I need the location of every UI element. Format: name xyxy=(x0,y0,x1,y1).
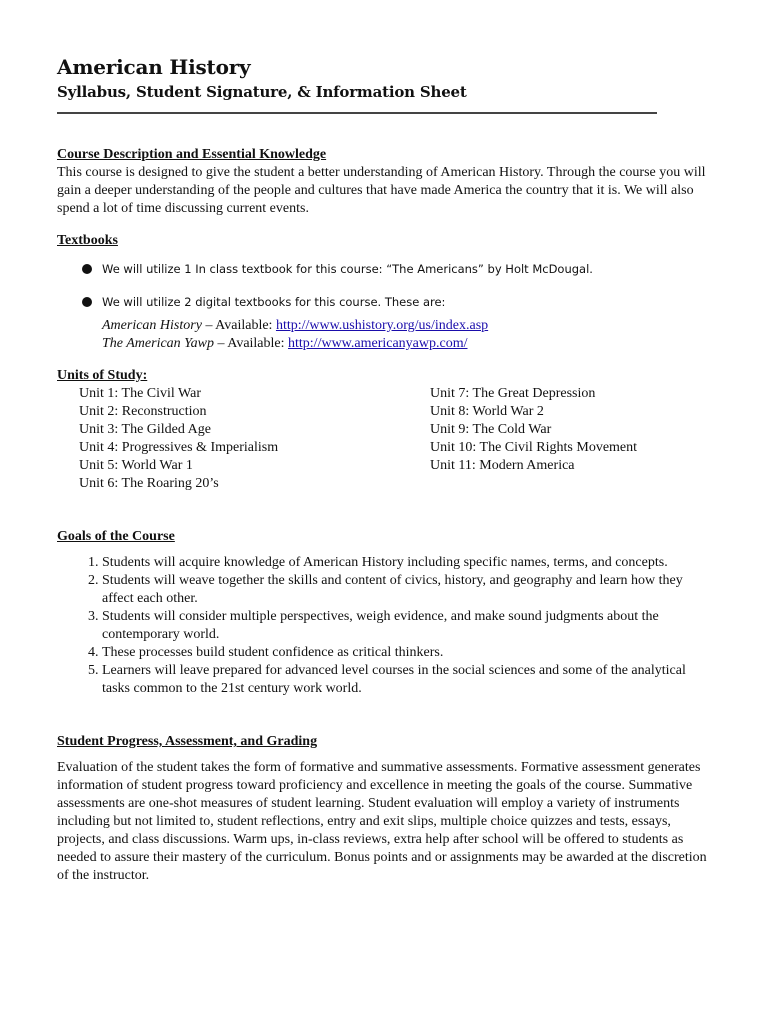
digital-textbook-item xyxy=(57,335,717,353)
goal-item: 4. These processes build student confidence as critical thinkers. xyxy=(102,644,717,662)
goal-item: 2. Students will weave together the skills and content of civics, history, and geography and learn how they affect each other. xyxy=(102,572,717,608)
textbooks-heading: Textbooks xyxy=(57,233,118,248)
textbook-bullet-text: We will utilize 1 In class textbook for this course: “The Americans” by Holt McDougal. xyxy=(102,262,593,276)
digital-textbook-title: The American Yawp xyxy=(102,336,215,351)
course-description-heading: Course Description and Essential Knowledge xyxy=(57,147,327,162)
bullet-icon xyxy=(82,297,92,307)
goal-item: 5. Learners will leave prepared for advanced level courses in the social sciences and some of the analytical tasks common to the 21st century work world. xyxy=(102,662,717,698)
goals-section xyxy=(57,528,717,698)
textbook-bullet-text: We will utilize 2 digital textbooks for this course. These are: xyxy=(102,295,446,309)
digital-textbook-separator: – Available: xyxy=(214,336,289,351)
unit-item: Unit 9: The Cold War xyxy=(430,422,552,437)
units-left-column xyxy=(57,385,430,493)
unit-item: Unit 1: The Civil War xyxy=(79,386,202,401)
unit-item: Unit 3: The Gilded Age xyxy=(79,422,211,437)
digital-textbook-title: American History xyxy=(102,318,202,333)
textbook-bullet xyxy=(57,293,717,311)
units-right-column xyxy=(430,385,637,493)
goal-item: 3. Students will consider multiple perspectives, weigh evidence, and make sound judgments about the contemporary world. xyxy=(102,608,717,644)
unit-item: Unit 8: World War 2 xyxy=(430,404,544,419)
digital-textbook-item xyxy=(57,317,717,335)
unit-item: Unit 5: World War 1 xyxy=(79,458,193,473)
unit-item: Unit 11: Modern America xyxy=(430,458,575,473)
unit-item: Unit 10: The Civil Rights Movement xyxy=(430,440,638,455)
unit-item: Unit 2: Reconstruction xyxy=(79,404,207,419)
bullet-icon xyxy=(82,264,92,274)
unit-item: Unit 6: The Roaring 20’s xyxy=(79,476,219,491)
progress-heading: Student Progress, Assessment, and Grading xyxy=(57,734,318,749)
ushistory-link[interactable]: http://www.ushistory.org/us/index.asp xyxy=(275,318,489,333)
digital-textbook-separator: – Available: xyxy=(201,318,276,333)
page-title: American History xyxy=(57,55,251,79)
goals-heading: Goals of the Course xyxy=(57,529,175,544)
units-grid xyxy=(57,385,717,493)
progress-section xyxy=(57,733,717,885)
syllabus-page xyxy=(57,54,717,883)
progress-text: Evaluation of the student takes the form of formative and summative assessments. Formative assessment generates information of student progress toward proficiency and excellence in meeting the goals of the course. Summative assessments are one-shot measures of student learning. Student evaluation will employ a variety of instruments including but not limited to, student reflections, entry and exit slips, multiple choice quizzes and tests, essays, projects, and class discussions. Warm ups, in-class reviews, extra help after school will be offered to students as needed to assure their mastery of the curriculum. Bonus points and or assignments may be awarded at the discretion of the instructor. xyxy=(57,760,707,883)
units-section xyxy=(57,367,717,493)
course-description-section xyxy=(57,146,717,218)
textbooks-section xyxy=(57,232,717,353)
title-divider xyxy=(57,112,657,114)
unit-item: Unit 7: The Great Depression xyxy=(430,386,596,401)
americanyawp-link[interactable]: http://www.americanyawp.com/ xyxy=(288,336,468,351)
goal-item: 1. Students will acquire knowledge of American History including specific names, terms, and concepts. xyxy=(102,554,717,572)
textbook-bullet xyxy=(57,260,717,278)
units-heading: Units of Study: xyxy=(57,368,148,383)
page-subtitle: Syllabus, Student Signature, & Information Sheet xyxy=(57,83,467,101)
course-description-text: This course is designed to give the student a better understanding of American History. Through the course you will gain a deeper understanding of the people and cultures that have made America the country that it is. We will also spend a lot of time discussing current events. xyxy=(57,165,706,216)
goals-list xyxy=(57,554,717,698)
unit-item: Unit 4: Progressives & Imperialism xyxy=(79,440,279,455)
